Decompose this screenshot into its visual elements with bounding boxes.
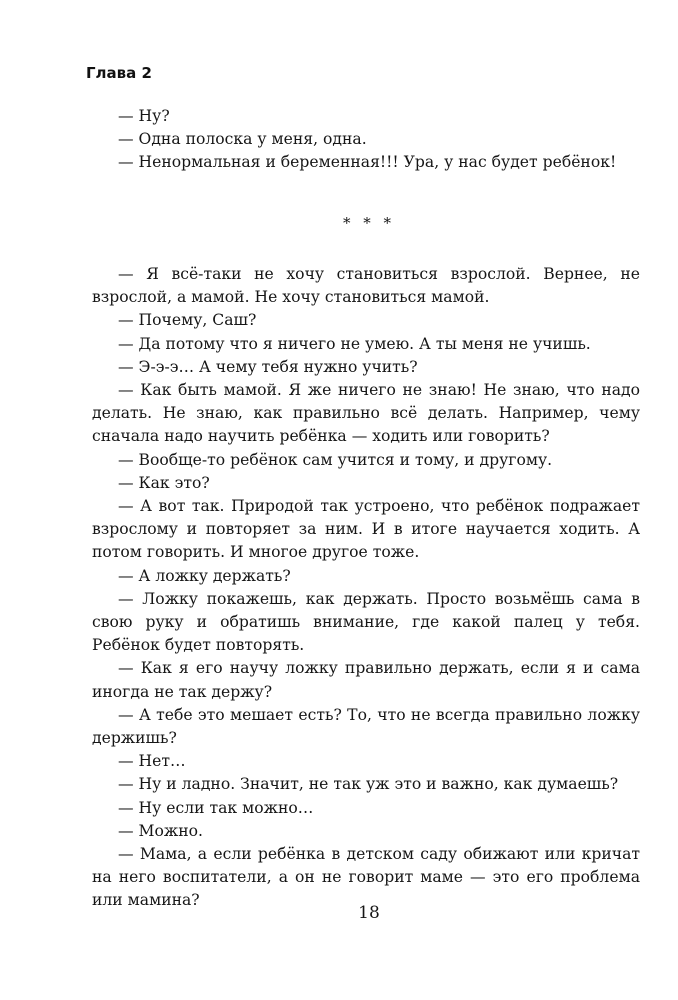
intro-dialogue xyxy=(92,105,640,175)
paragraph: — Я всё-таки не хочу становиться взрослой. Вернее, не взрослой, а мамой. Не хочу становиться мамой. xyxy=(92,265,640,307)
paragraph: — Э-э-э… А чему тебя нужно учить? xyxy=(118,357,418,376)
paragraph: — А ложку держать? xyxy=(118,566,291,585)
paragraph: — Да потому что я ничего не умею. А ты меня не учишь. xyxy=(118,334,591,353)
asterisks: * * * xyxy=(342,214,396,232)
paragraph: — Ну если так можно… xyxy=(118,798,314,817)
paragraph: — Вообще-то ребёнок сам учится и тому, и другому. xyxy=(118,450,553,469)
section-separator xyxy=(0,214,678,232)
chapter-heading: Глава 2 xyxy=(86,64,152,82)
paragraph: — Ложку покажешь, как держать. Просто возьмёшь сама в свою руку и обратишь внимание, где какой палец у тебя. Ребёнок будет повторять. xyxy=(92,589,640,655)
page-number xyxy=(0,903,678,923)
paragraph: — Как я его научу ложку правильно держать, если я и сама иногда не так держу? xyxy=(92,659,640,701)
paragraph: — А тебе это мешает есть? То, что не всегда правильно ложку держишь? xyxy=(92,705,640,748)
paragraph: — А вот так. Природой так устроено, что ребёнок подражает взрослому и повторяет за ним. И в итоге научается ходить. А потом говорить. И многое другое тоже. xyxy=(92,497,640,562)
dialogue-line: — Ненормальная и беременная!!! Ура, у нас будет ребёнок! xyxy=(118,153,617,172)
paragraph: — Нет… xyxy=(118,752,186,771)
page-number-text: 18 xyxy=(358,903,380,923)
main-dialogue xyxy=(92,263,640,913)
dialogue-line: — Одна полоска у меня, одна. xyxy=(118,130,367,149)
paragraph: — Как это? xyxy=(118,473,210,492)
paragraph: — Мама, а если ребёнка в детском саду обижают или кричат на него воспитатели, а он не говорит маме — это его проблема или мамина? xyxy=(92,845,640,910)
paragraph: — Как быть мамой. Я же ничего не знаю! Не знаю, что надо делать. Не знаю, как правильно всё делать. Например, чему сначала надо научить ребёнка — ходить или говорить? xyxy=(92,381,640,446)
paragraph: — Почему, Саш? xyxy=(118,311,257,330)
paragraph: — Ну и ладно. Значит, не так уж это и важно, как думаешь? xyxy=(118,775,619,794)
paragraph: — Можно. xyxy=(118,821,203,840)
dialogue-line: — Ну? xyxy=(118,107,170,125)
